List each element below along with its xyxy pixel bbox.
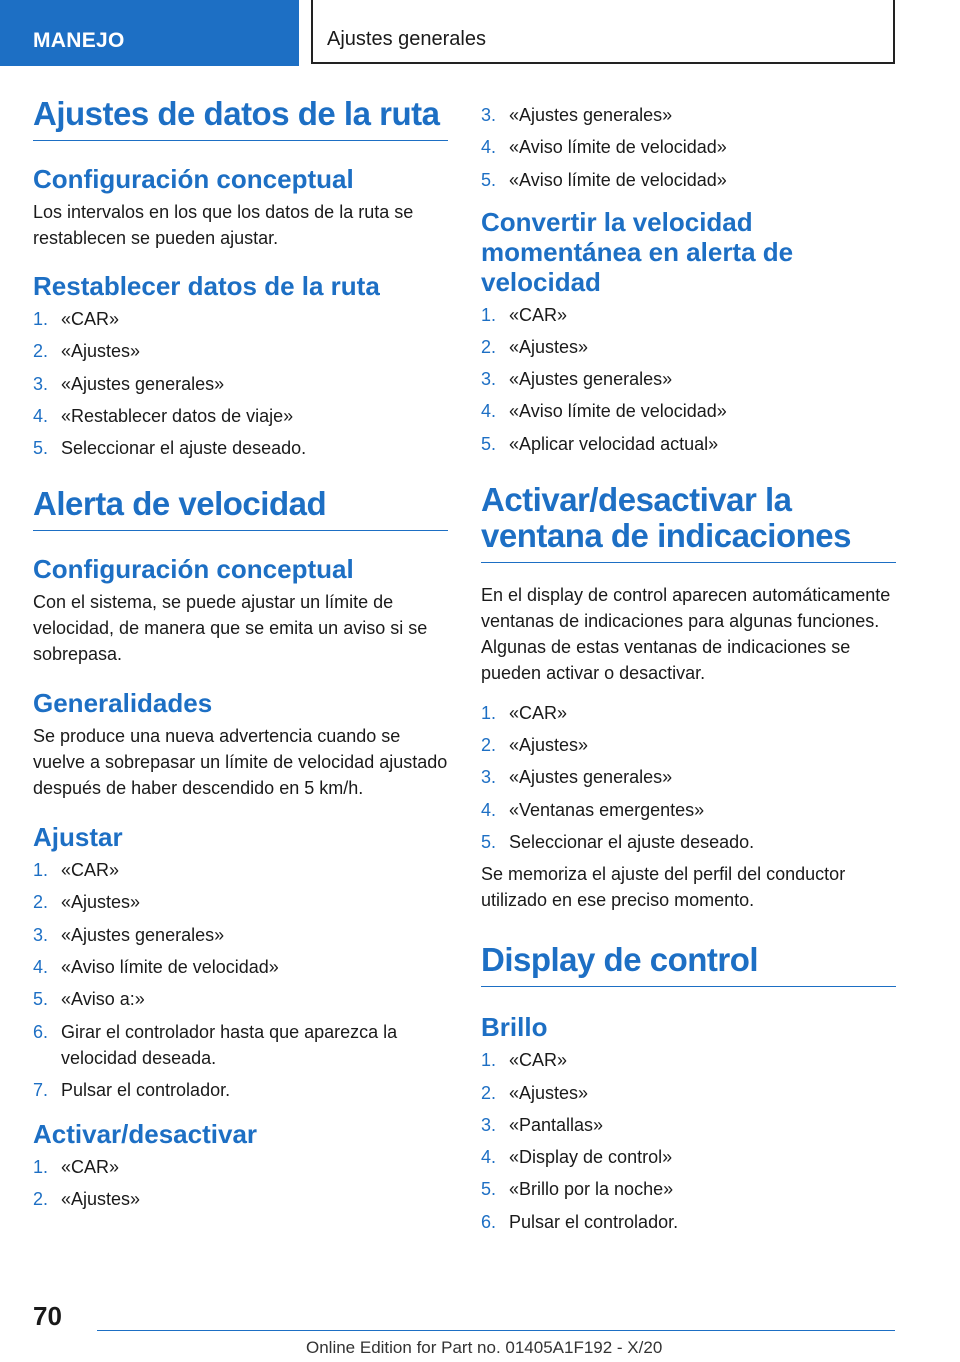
list-item [33, 857, 448, 883]
list-item-text: «Aviso límite de velocidad» [509, 169, 727, 190]
heading-ajustar: Ajustar [33, 822, 123, 853]
list-item [33, 435, 448, 461]
list-item [481, 431, 896, 457]
list-item [481, 1209, 896, 1235]
text-configuracion-ruta: Los intervalos en los que los datos de la ruta se restablecen se pueden ajustar. [33, 202, 414, 248]
heading-configuracion-ruta: Configuración conceptual [33, 164, 354, 194]
list-number: 2. [33, 1189, 49, 1210]
list-item-text: «Ajustes generales» [61, 924, 225, 945]
heading-brillo: Brillo [481, 1012, 548, 1043]
list-item-text: «Ajustes» [509, 735, 589, 756]
heading-display-control: Display de control [481, 942, 896, 987]
list-number: 1. [33, 1156, 49, 1177]
list-item [481, 302, 896, 328]
list-ventana [481, 700, 896, 855]
heading-convertir-velocidad: Convertir la velocidad momentánea en alerta de velocidad [481, 206, 794, 297]
footer-divider [97, 1330, 895, 1331]
heading-activar-desactivar: Activar/desactivar [33, 1118, 258, 1149]
list-item-text: «Restablecer datos de viaje» [61, 405, 294, 426]
list-item-text: «Aviso límite de velocidad» [509, 137, 727, 158]
list-item [481, 732, 896, 758]
footer-edition: Online Edition for Part no. 01405A1F192 - X/20 [306, 1338, 663, 1357]
list-number: 5. [481, 1179, 497, 1200]
list-number: 1. [33, 309, 49, 329]
list-item-text: «CAR» [509, 304, 568, 325]
list-number: 5. [481, 433, 497, 454]
list-number: 3. [481, 369, 497, 390]
list-item-text: Girar el controlador hasta que aparezca la velocidad deseada. [61, 1021, 398, 1068]
list-item-text: «Ajustes» [61, 892, 141, 913]
list-item [33, 1077, 448, 1103]
list-brillo [481, 1047, 896, 1234]
list-restablecer [33, 306, 448, 461]
list-convertir [481, 302, 896, 457]
right-column [481, 96, 896, 1241]
list-item [481, 700, 896, 726]
list-number: 4. [481, 401, 497, 422]
list-item-text: «Ajustes» [509, 336, 589, 357]
list-item-text: «Ventanas emergentes» [509, 799, 705, 820]
list-item [481, 167, 896, 193]
list-item-text: «Display de control» [509, 1147, 673, 1168]
list-item [33, 1019, 448, 1071]
list-item-text: Seleccionar el ajuste deseado. [509, 831, 755, 852]
list-item [33, 1154, 448, 1180]
heading-configuracion-alerta: Configuración conceptual [33, 554, 354, 585]
list-number: 1. [481, 1050, 497, 1071]
list-item-text: «CAR» [509, 1050, 568, 1071]
chapter-tab: MANEJO [0, 0, 299, 66]
list-item [481, 1144, 896, 1170]
list-number: 5. [33, 438, 49, 459]
list-number: 6. [481, 1211, 497, 1232]
list-number: 4. [33, 957, 49, 978]
list-item [481, 764, 896, 790]
list-number: 3. [481, 767, 497, 788]
list-item-text: Pulsar el controlador. [61, 1079, 231, 1100]
list-number: 6. [33, 1021, 49, 1042]
list-number: 7. [33, 1079, 49, 1100]
list-item-text: «Pantallas» [509, 1114, 604, 1135]
list-activar [33, 1154, 448, 1212]
heading-restablecer: Restablecer datos de la ruta [33, 271, 380, 301]
list-number: 4. [33, 405, 49, 426]
list-item-text: «Ajustes generales» [509, 105, 673, 125]
list-item [33, 986, 448, 1012]
list-number: 5. [33, 989, 49, 1010]
list-ajustar [33, 857, 448, 1103]
list-item [481, 1112, 896, 1138]
list-item-text: «CAR» [61, 860, 120, 881]
list-number: 5. [481, 169, 497, 190]
left-column [33, 96, 448, 1219]
list-item [481, 797, 896, 823]
list-item-text: «Ajustes generales» [509, 767, 673, 788]
list-number: 5. [481, 831, 497, 852]
list-number: 3. [481, 105, 497, 125]
list-item-text: «Ajustes generales» [509, 369, 673, 390]
list-item-text: «Aviso límite de velocidad» [61, 957, 279, 978]
list-number: 2. [481, 336, 497, 357]
list-item [33, 922, 448, 948]
list-item [481, 102, 896, 128]
list-item [33, 338, 448, 364]
list-number: 4. [481, 137, 497, 158]
list-item [481, 134, 896, 160]
text-generalidades: Se produce una nueva advertencia cuando se vuelve a sobrepasar un límite de velocidad ajustado después de haber descendido en 5 km/h. [33, 726, 448, 799]
list-item [33, 1186, 448, 1212]
list-item [33, 889, 448, 915]
list-item-text: Seleccionar el ajuste deseado. [61, 438, 307, 459]
list-item [33, 954, 448, 980]
list-item [33, 306, 448, 332]
list-item [481, 1047, 896, 1073]
list-item-text: «CAR» [509, 702, 568, 723]
list-number: 1. [481, 702, 497, 723]
list-item-text: «Ajustes» [509, 1082, 589, 1103]
heading-alerta-velocidad: Alerta de velocidad [33, 486, 448, 531]
list-item [481, 829, 896, 855]
list-item-text: «CAR» [61, 1156, 120, 1177]
list-item-text: «Ajustes» [61, 1189, 141, 1210]
list-number: 2. [33, 892, 49, 913]
list-item-text: «Aviso límite de velocidad» [509, 401, 727, 422]
list-item-text: «Aplicar velocidad actual» [509, 433, 719, 454]
list-number: 1. [481, 304, 497, 325]
list-number: 1. [33, 860, 49, 881]
list-item-text: Pulsar el controlador. [509, 1211, 679, 1232]
list-item-text: «Aviso a:» [61, 989, 145, 1010]
section-header: Ajustes generales [311, 0, 895, 64]
list-number: 4. [481, 799, 497, 820]
list-item [33, 371, 448, 397]
text-configuracion-alerta: Con el sistema, se puede ajustar un límite de velocidad, de manera que se emita un aviso si se sobrepasa. [33, 592, 428, 665]
list-number: 3. [481, 1114, 497, 1135]
list-item [33, 403, 448, 429]
list-number: 3. [33, 373, 49, 394]
list-item-text: «Ajustes generales» [61, 373, 225, 394]
list-number: 2. [481, 1082, 497, 1103]
list-item-text: «Brillo por la noche» [509, 1179, 674, 1200]
list-item [481, 366, 896, 392]
list-activar-continued [481, 102, 896, 193]
text-memoriza: Se memoriza el ajuste del perfil del conductor utilizado en ese preciso momento. [481, 864, 846, 911]
list-item-text: «Ajustes» [61, 341, 141, 362]
list-number: 4. [481, 1147, 497, 1168]
text-ventana-indicaciones: En el display de control aparecen automáticamente ventanas de indicaciones para algunas funciones. Algunas de estas ventanas de indicaciones se pueden activar o desactivar. [481, 584, 891, 683]
heading-generalidades: Generalidades [33, 688, 213, 719]
list-item [481, 334, 896, 360]
list-item [481, 398, 896, 424]
heading-ajustes-ruta: Ajustes de datos de la ruta [33, 96, 448, 141]
heading-ventana-indicaciones: Activar/desactivar la ventana de indicaciones [481, 482, 896, 563]
list-item [481, 1176, 896, 1202]
page-number: 70 [33, 1301, 62, 1331]
list-item [481, 1080, 896, 1106]
list-number: 2. [33, 341, 49, 362]
list-item-text: «CAR» [61, 309, 120, 329]
list-number: 2. [481, 735, 497, 756]
list-number: 3. [33, 924, 49, 945]
